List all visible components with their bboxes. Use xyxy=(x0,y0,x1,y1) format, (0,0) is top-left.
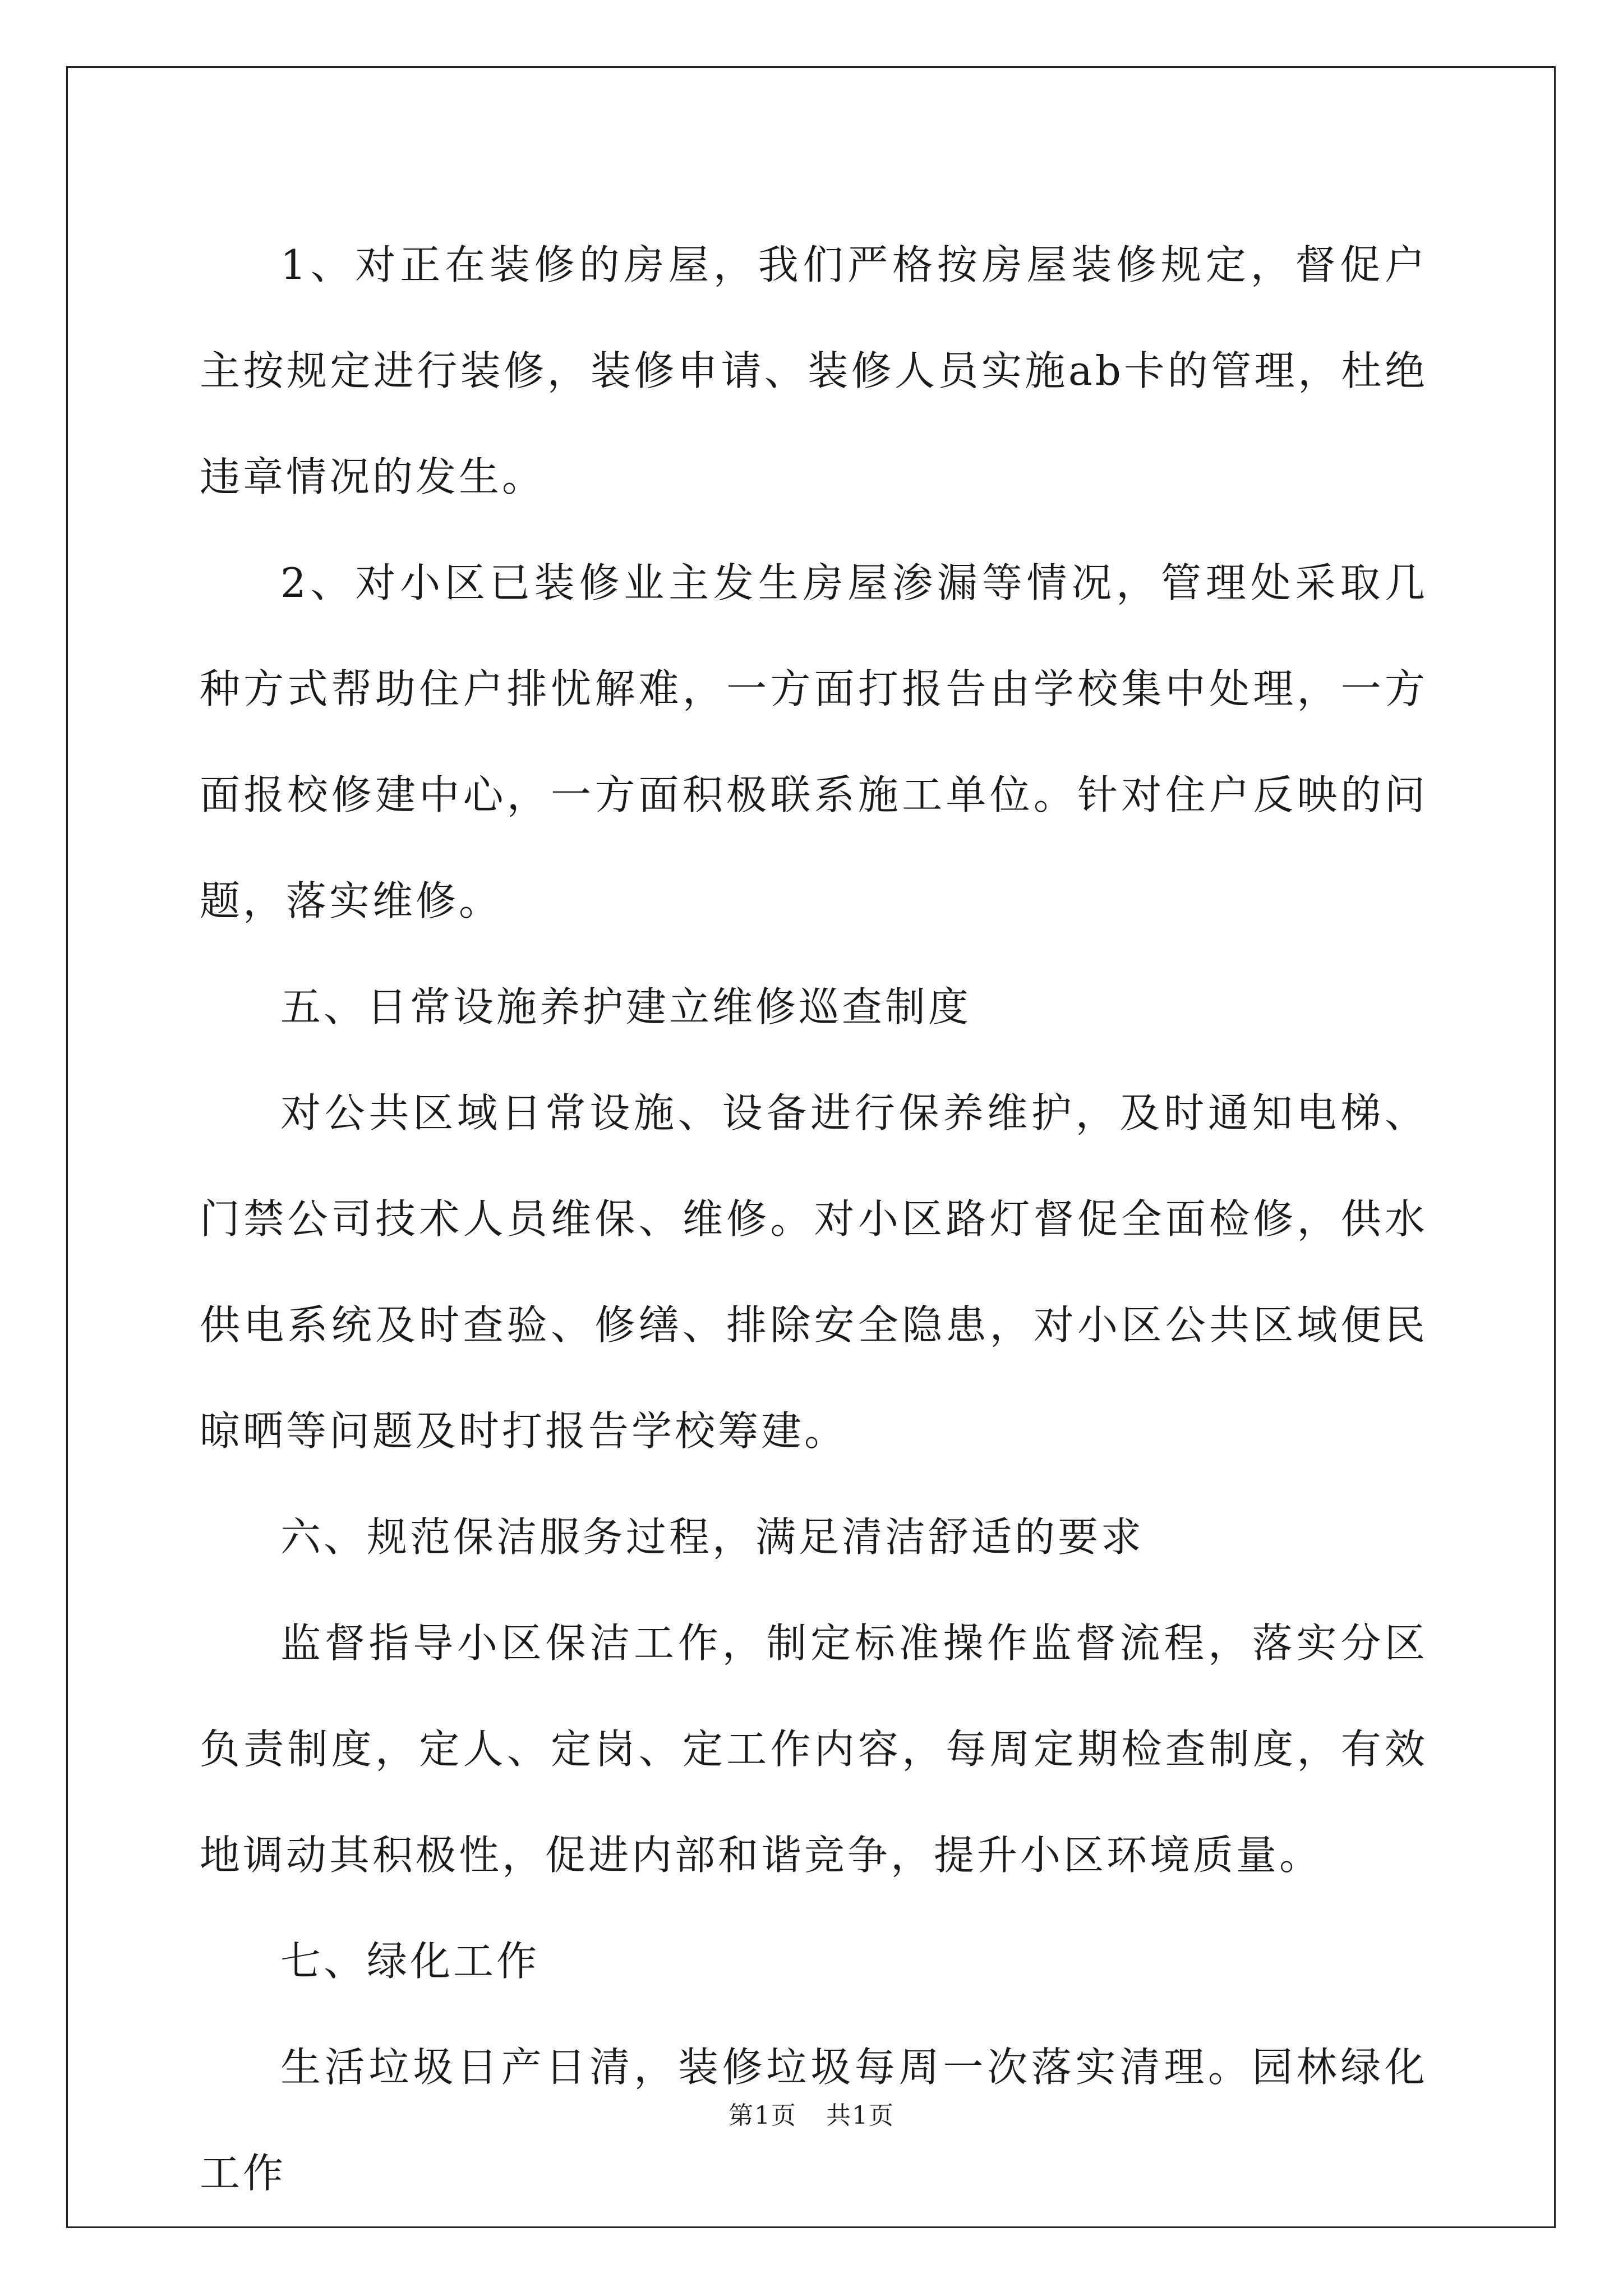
page-total: 共1页 xyxy=(826,2101,895,2130)
page-footer xyxy=(0,2095,1623,2131)
paragraph-3: 对公共区域日常设施、设备进行保养维护，及时通知电梯、门禁公司技术人员维保、维修。对小区路灯督促全面检修，供水供电系统及时查验、修缮、排除安全隐患，对小区公共区域便民晾晒等问题及时打报告学校筹建。 xyxy=(200,1089,1428,1455)
section-heading-7: 七、绿化工作 xyxy=(280,1938,540,1985)
paragraph-5: 生活垃圾日产日清，装修垃圾每周一次落实清理。园林绿化工作 xyxy=(200,2044,1428,2197)
section-heading-5: 五、日常设施养护建立维修巡查制度 xyxy=(280,983,972,1030)
page-number: 第1页 xyxy=(728,2101,797,2130)
document-body xyxy=(200,212,1428,2226)
paragraph-1: 1、对正在装修的房屋，我们严格按房屋装修规定，督促户主按规定进行装修，装修申请、装修人员实施ab卡的管理，杜绝违章情况的发生。 xyxy=(200,241,1428,500)
paragraph-2: 2、对小区已装修业主发生房屋渗漏等情况，管理处采取几种方式帮助住户排忧解难，一方面打报告由学校集中处理，一方面报校修建中心，一方面积极联系施工单位。针对住户反映的问题，落实维修。 xyxy=(200,559,1428,924)
section-heading-6: 六、规范保洁服务过程，满足清洁舒适的要求 xyxy=(280,1513,1145,1561)
paragraph-4: 监督指导小区保洁工作，制定标准操作监督流程，落实分区负责制度，定人、定岗、定工作内容，每周定期检查制度，有效地调动其积极性，促进内部和谐竞争，提升小区环境质量。 xyxy=(200,1619,1428,1879)
